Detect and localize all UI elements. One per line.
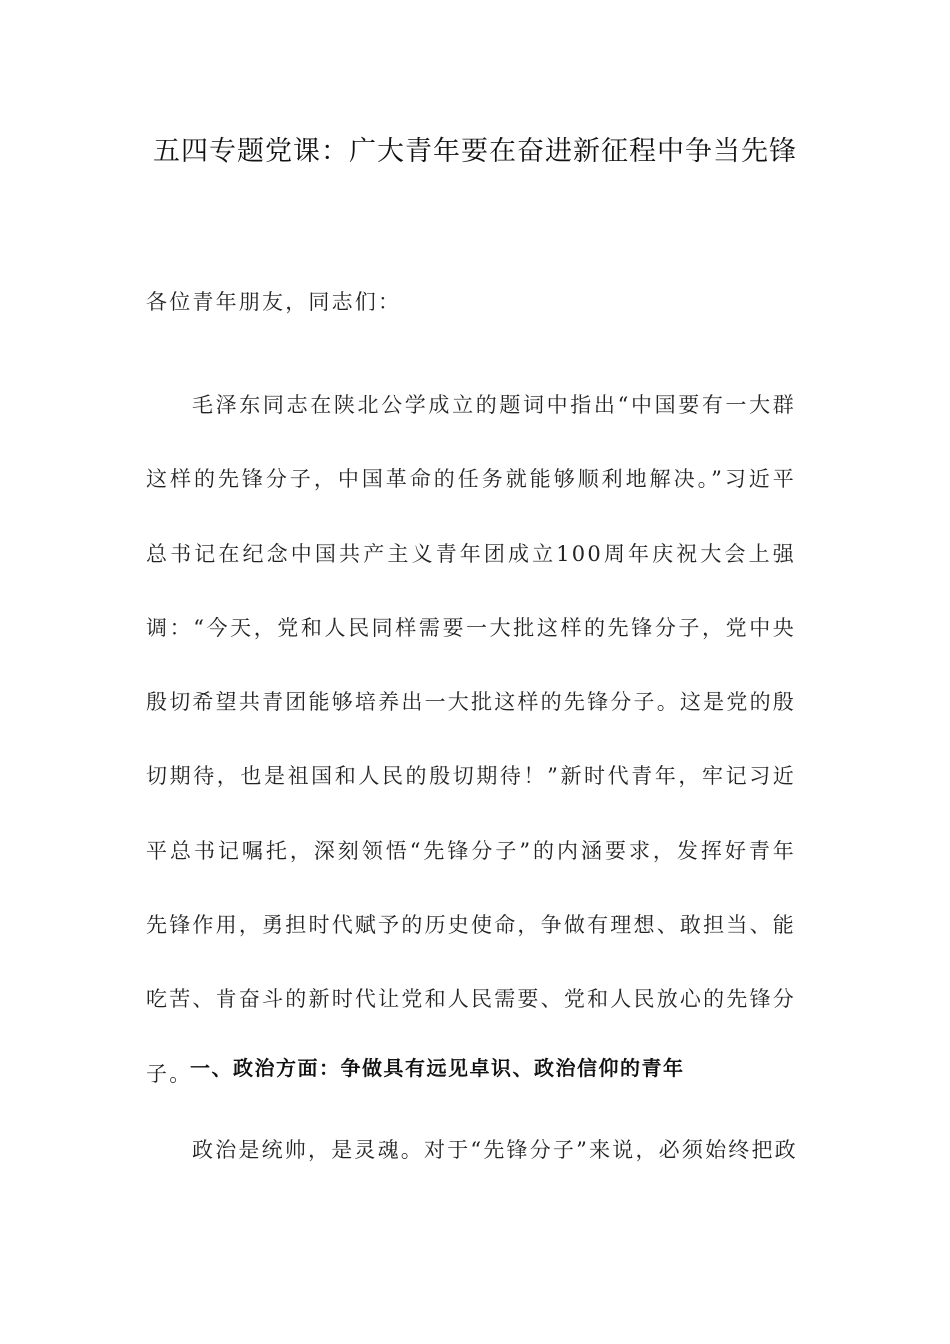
section-paragraph: 政治是统帅，是灵魂。对于“先锋分子”来说，必须始终把政	[192, 1138, 798, 1162]
body-paragraph: 毛泽东同志在陕北公学成立的题词中指出“中国要有一大群这样的先锋分子，中国革命的任务就能够顺利地解决。”习近平总书记在纪念中国共产主义青年团成立100周年庆祝大会上强调：“今天，党和人民同样需要一大批这样的先锋分子，党中央殷切希望共青团能够培养出一大批这样的先锋分子。这是党的殷切期待，也是祖国和人民的殷切期待！”新时代青年，牢记习近平总书记嘱托，深刻领悟“先锋分子”的内涵要求，发挥好青年先锋作用，勇担时代赋予的历史使命，争做有理想、敢担当、能吃苦、肯奋斗的新时代让党和人民需要、党和人民放心的先锋分子。	[146, 393, 796, 1086]
section-heading: 一、政治方面：争做具有远见卓识、政治信仰的青年	[190, 1056, 685, 1080]
greeting-line: 各位青年朋友，同志们：	[146, 290, 402, 314]
document-title: 五四专题党课：广大青年要在奋进新征程中争当先锋	[153, 136, 797, 167]
